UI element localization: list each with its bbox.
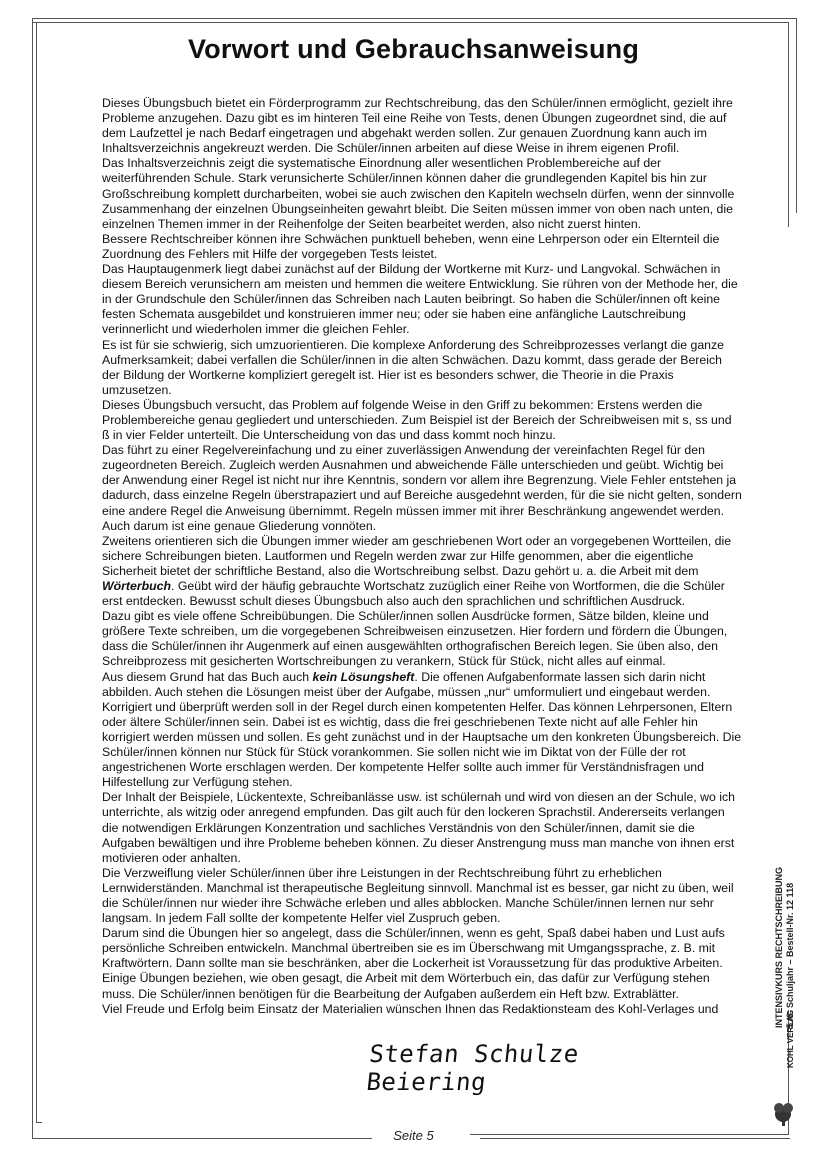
- paragraph: Das führt zu einer Regelvereinfachung und zu einer zuverlässigen Anwendung der vereinfachten Regel für den zugeordneten Bereich. Zugleich werden Ausnahmen und abweichende Fälle unterschieden und geübt. Wichtig bei der Anwendung einer Regel ist nicht nur ihre Kenntnis, sondern vor allem ihre Begrenzung. Viele Fehler entstehen ja dadurch, dass einzelne Regeln überstrapaziert und auf Bereiche ausgedehnt werden, für die sie nicht gelten, sondern eine andere Regel die Anweisung übernimmt. Regeln müssen immer mit ihrer Beschränkung angewendet werden. Auch darum ist eine genaue Gliederung vonnöten.: [102, 443, 742, 533]
- frame-top-line-inner: [32, 22, 788, 23]
- paragraph: Das Hauptaugenmerk liegt dabei zunächst auf der Bildung der Wortkerne mit Kurz- und Langvokal. Schwächen in diesem Bereich verunsichern am meisten und hemmen die weitere Entwicklung. Sie rühren von der Methode her, die in der Grundschule den Schüler/innen das Schreiben nach Lauten beibringt. So haben die Schüler/innen oft keine festen Schemata ausgebildet und konstruieren immer neu; oder sie haben eine anfängliche Lautschreibung verinnerlicht und wiederholen immer die gleichen Fehler.: [102, 262, 738, 337]
- paragraph: [102, 670, 742, 791]
- paragraph-text: Zweitens orientieren sich die Übungen immer wieder am geschriebenen Wort oder an vorgegebenen Wortteilen, die sichere Schreibungen bieten. Lautformen und Regeln werden zwar zur Hilfe genommen, aber die eigentliche Sicherheit bietet der schriftliche Bestand, also die Wortschreibung selbst. Dazu gehört u. a. die Arbeit mit dem: [102, 533, 732, 578]
- spine-order-info: 5./6. Schuljahr – Bestell-Nr. 12 118: [784, 882, 795, 1028]
- preface-text: [102, 96, 742, 1017]
- publisher-logo-icon: [771, 1068, 821, 1128]
- frame-top-line: [32, 18, 796, 19]
- paragraph: Die Verzweiflung vieler Schüler/innen über ihre Leistungen in der Rechtschreibung führt zu erheblichen Lernwiderständen. Manchmal ist therapeutische Begleitung sinnvoll. Manchmal ist es besser, gar nicht zu üben, weil die Schüler/innen nur wieder ihre Schwäche erleben und alles abblocken. Manche Schüler/innen lernen nur sehr langsam. In jedem Fall sollte der kompetente Helfer viel Zuspruch geben.: [102, 865, 734, 926]
- paragraph: Der Inhalt der Beispiele, Lückentexte, Schreibanlässe usw. ist schülernah und wird von diesen an der Schule, wo ich unterrichte, als witzig oder anregend empfunden. Das gilt auch für den lockeren Sprachstil. Andererseits verlangen die notwendigen Erklärungen Konzentration und sachliches Verständnis von den Schüler/innen, damit sie die Aufgaben bewältigen und ihre Probleme beheben können. Zu dieser Anstrengung muss man manche von ihnen erst motivieren oder anhalten.: [102, 790, 735, 865]
- paragraph-text: . Geübt wird der häufig gebrauchte Wortschatz zuzüglich einer Reihe von Wortformen, die die Schüler erst entdecken. Bewusst schult dieses Übungsbuch also auch den sprachlichen und schriftlichen Ausdruck.: [102, 579, 725, 609]
- frame-bottom-line-inner: [36, 1122, 42, 1123]
- paragraph: Viel Freude und Erfolg beim Einsatz der Materialien wünschen Ihnen das Redaktionsteam des Kohl-Verlages und: [102, 1001, 719, 1016]
- paragraph: Bessere Rechtschreiber können ihre Schwächen punktuell beheben, wenn eine Lehrperson oder ein Elternteil die Zuordnung des Fehlers mit Hilfe der vorgegeben Tests leistet.: [102, 231, 720, 261]
- paragraph: Es ist für sie schwierig, sich umzuorientieren. Die komplexe Anforderung des Schreibprozesses verlangt die ganze Aufmerksamkeit; dabei verfallen die Schüler/innen in die alten Schwächen. Dazu kommt, dass gerade der Bereich der Bildung der Wortkerne kompliziert geregelt ist. Hier ist es besonders schwer, die Theorie in die Praxis umzusetzen.: [102, 337, 724, 397]
- paragraph: Dieses Übungsbuch bietet ein Förderprogramm zur Rechtschreibung, das den Schüler/innen ermöglicht, gezielt ihre Probleme anzugehen. Dazu gibt es im hinteren Teil eine Reihe von Tests, denen Übungen zugeordnet sind, die auf dem Laufzettel je nach Bedarf eingetragen und abgehakt werden sollen. Zur genauen Zuordnung kann auch im Inhaltsverzeichnis angekreuzt werden. Die Schüler/innen arbeiten auf diese Weise in ihrem eigenen Profil.: [102, 96, 733, 156]
- paragraph: Einige Übungen beziehen, wie oben gesagt, die Arbeit mit dem Wörterbuch ein, das dafür zur Verfügung stehen muss. Die Schüler/innen benötigen für die Bearbeitung der Aufgaben außerdem ein Heft bzw. Extrablätter.: [102, 971, 710, 1001]
- book-spine-label: [774, 798, 795, 1028]
- paragraph-text: Aus diesem Grund hat das Buch auch: [102, 669, 313, 684]
- paragraph: Das Inhaltsverzeichnis zeigt die systematische Einordnung aller wesentlichen Problembereiche auf der weiterführenden Schule. Stark verunsicherte Schüler/innen können daher die grundlegenden Kapitel bis hin zur Großschreibung komplett durcharbeiten, wobei sie auch zwischen den Kapiteln wechseln dürfen, wenn der sinnvolle Zusammenhang der einzelnen Übungseinheiten gewahrt bleibt. Die Seiten müssen immer von oben nach unten, die einzelnen Themen immer in der Reihenfolge der Seiten bearbeitet werden, also nicht zuerst hinten.: [102, 156, 735, 231]
- page-number: Seite 5: [393, 1128, 434, 1143]
- emphasis-kein-loesungsheft: kein Lösungsheft: [312, 669, 415, 684]
- paragraph: Dieses Übungsbuch versucht, das Problem auf folgende Weise in den Griff zu bekommen: Erstens werden die Problembereiche genau gegliedert und unterschieden. Zum Beispiel ist der Bereich der Schreibweisen mit s, ss und ß in vier Felder unterteilt. Die Unterscheidung von das und dass kommt noch hinzu.: [102, 397, 732, 443]
- page-title: Vorwort und Gebrauchsanweisung: [187, 34, 640, 64]
- emphasis-woerterbuch: Wörterbuch: [102, 579, 171, 593]
- paragraph: Dazu gibt es viele offene Schreibübungen. Die Schüler/innen sollen Ausdrücke formen, Sätze bilden, kleine und größere Texte schreiben, um die vorgegebenen Schreibweisen einzusetzen. Hier fordern und fördern die Übungen, dass die Schüler/innen ihr Augenmerk auf einen ausgewählten orthografischen Bereich legen. Sie üben also, den Schreibprozess mit gesicherten Wortschreibungen zu verankern, Stück für Stück, nicht alles auf einmal.: [102, 609, 728, 669]
- frame-left-line-inner: [36, 22, 37, 1122]
- paragraph: Darum sind die Übungen hier so angelegt, dass die Schüler/innen, wenn es geht, Spaß dabei haben und Lust aufs persönliche Schreiben entwickeln. Manchmal übertreiben sie es im Überschwang mit Umgangssprache, z. B. mit Kraftwörtern. Dann sollte man sie beschränken, aber die Lockerheit ist Voraussetzung für das produktive Arbeiten.: [102, 926, 725, 971]
- publisher-name: KOHL VERLAG: [786, 1009, 795, 1068]
- paragraph: [102, 534, 742, 609]
- frame-left-line: [32, 18, 33, 1138]
- paragraph-text: . Die offenen Aufgabenformate lassen sich darin nicht abbilden. Auch stehen die Lösungen meist über der Aufgabe, müssen „nur“ umformuliert und eingebaut werden. Korrigiert und überprüft werden soll in der Regel durch einen kompetenten Helfer. Das können Lehrpersonen, Eltern oder ältere Schüler/innen sein. Dabei ist es wichtig, dass die frei geschriebenen Texte nicht auf alle Fehler hin korrigiert werden müssen und sollen. Es geht zunächst und in der Hauptsache um den konkreten Übungsbereich. Die Schüler/innen können nur Stück für Stück vorankommen. Sie sollen nicht wie im Diktat von der Fülle der rot angestrichenen Worte erschlagen werden. Der kompetente Helfer sollte auch immer für Verständnisfragen und Hilfestellung zur Verfügung stehen.: [102, 669, 742, 790]
- author-signature: Stefan Schulze Beiering: [365, 1040, 581, 1096]
- spine-series-title: INTENSIVKURS RECHTSCHREIBUNG: [774, 866, 784, 1028]
